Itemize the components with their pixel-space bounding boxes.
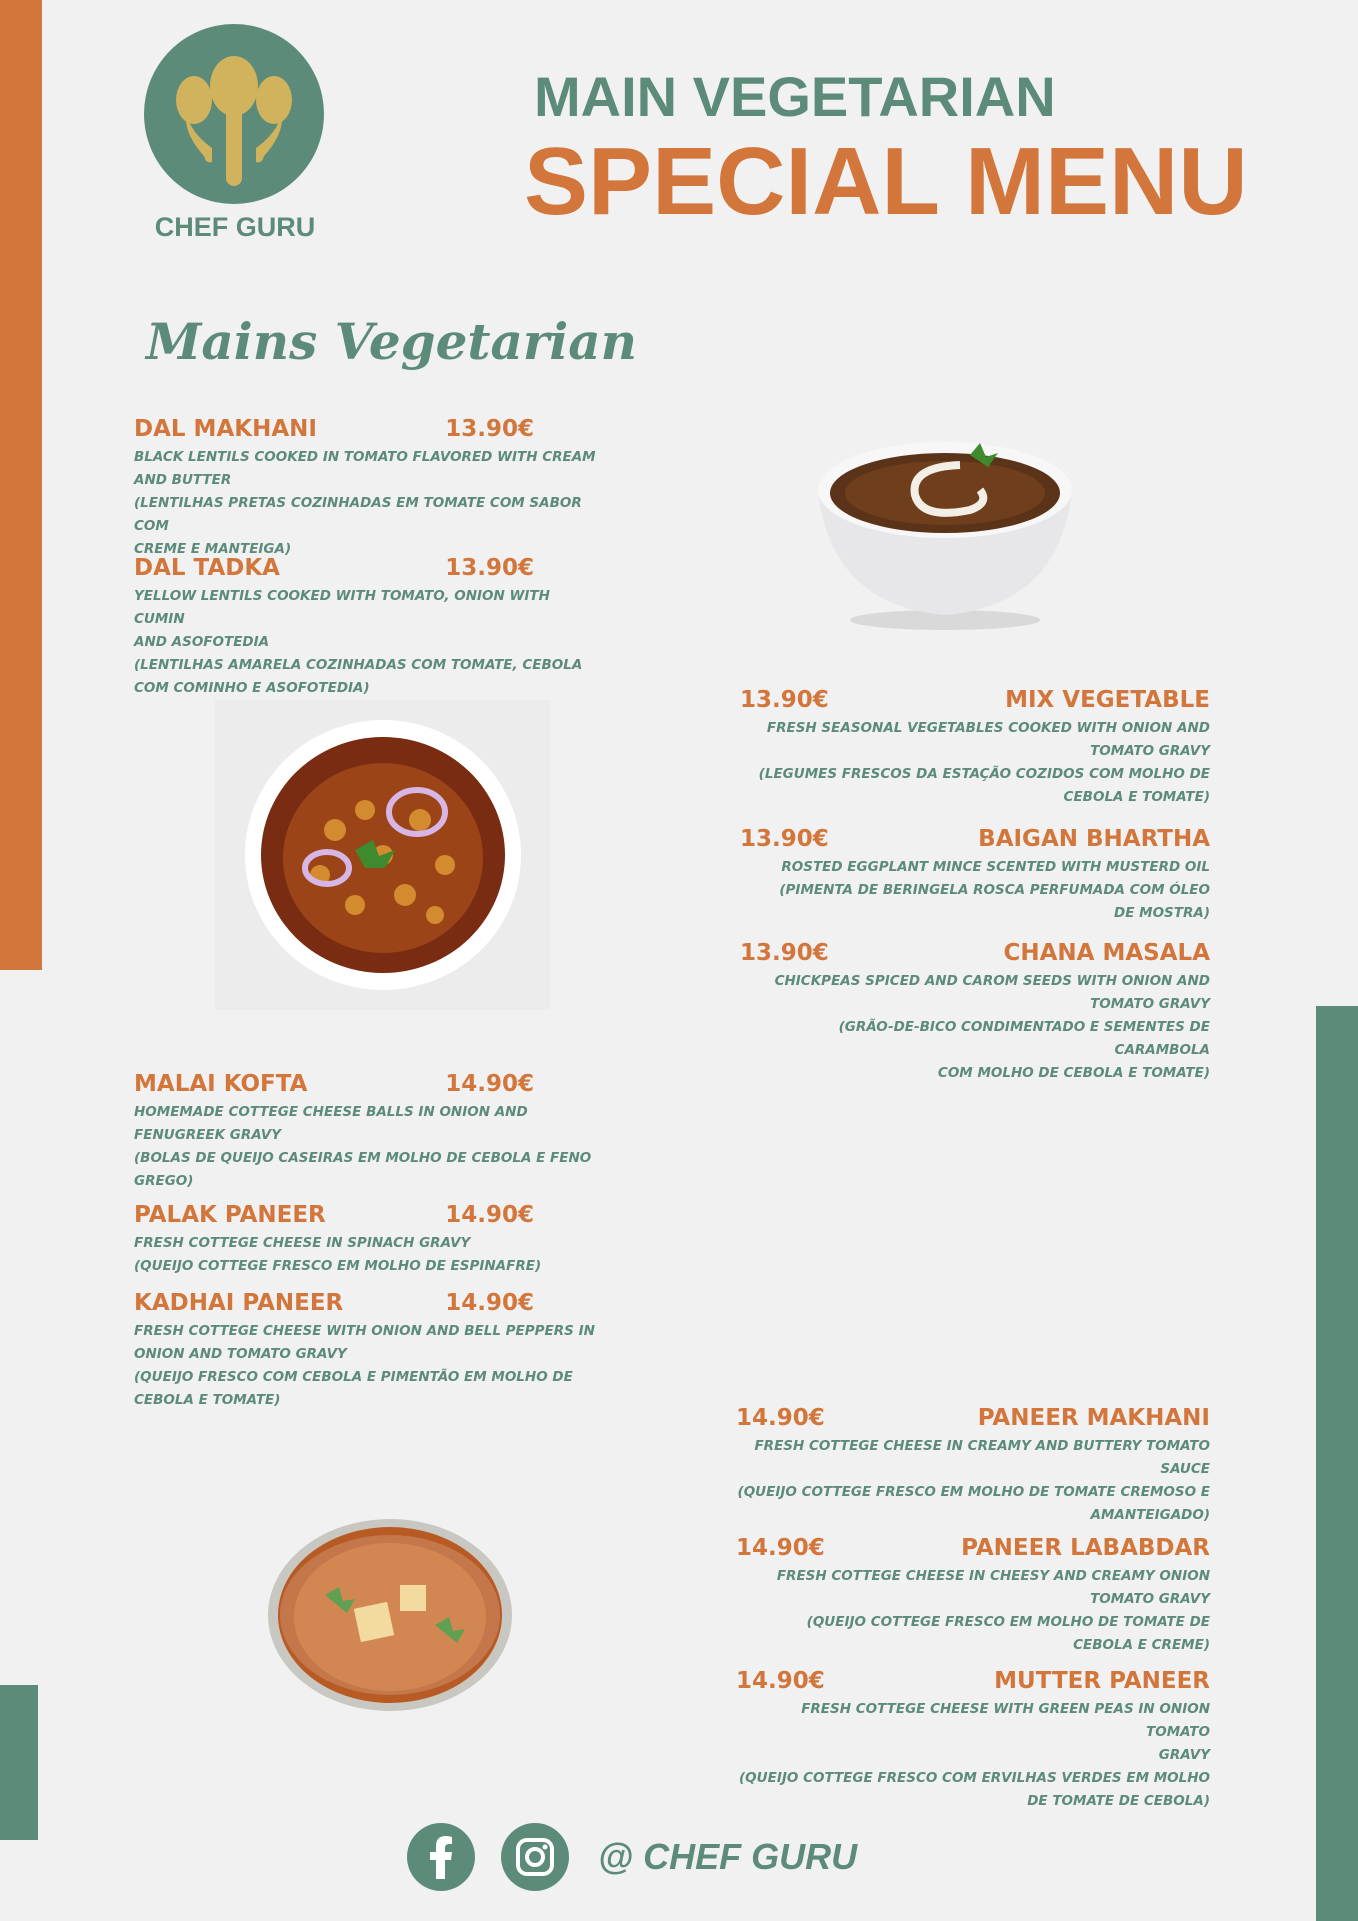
- item-price: 14.90€: [736, 1668, 825, 1694]
- item-price: 14.90€: [736, 1535, 825, 1561]
- menu-item-dal-tadka: [134, 555, 604, 700]
- menu-item-palak-paneer: [134, 1202, 604, 1278]
- item-name: MUTTER PANEER: [994, 1668, 1210, 1694]
- right-green-bar: [1316, 1006, 1358, 1921]
- dal-makhani-bowl-image: [810, 405, 1080, 635]
- item-description: FRESH COTTEGE CHEESE IN CHEESY AND CREAMY ONION TOMATO GRAVY (QUEIJO COTTEGE FRESCO EM MOLHO DE TOMATE DE CEBOLA E CREME): [776, 1568, 1210, 1653]
- instagram-icon[interactable]: [501, 1823, 569, 1891]
- item-description: HOMEMADE COTTEGE CHEESE BALLS IN ONION AND FENUGREEK GRAVY (BOLAS DE QUEIJO CASEIRAS EM MOLHO DE CEBOLA E FENO GREGO): [134, 1104, 592, 1189]
- item-name: DAL MAKHANI: [134, 416, 317, 442]
- item-name: MALAI KOFTA: [134, 1071, 308, 1097]
- social-handle[interactable]: @ CHEF GURU: [598, 1836, 858, 1877]
- spoon-logo-icon: [144, 24, 324, 204]
- item-name: PANEER LABABDAR: [961, 1535, 1210, 1561]
- item-description: BLACK LENTILS COOKED IN TOMATO FLAVORED WITH CREAM AND BUTTER (LENTILHAS PRETAS COZINHADAS EM TOMATE COM SABOR COM CREME E MANTEIGA): [134, 449, 596, 557]
- menu-item-paneer-lababdar: [736, 1535, 1210, 1657]
- logo: [144, 24, 324, 204]
- menu-item-dal-makhani: [134, 416, 604, 561]
- item-price: 14.90€: [445, 1071, 534, 1097]
- section-title: Mains Vegetarian: [146, 312, 638, 371]
- item-price: 13.90€: [740, 687, 829, 713]
- item-price: 14.90€: [445, 1290, 534, 1316]
- item-description: CHICKPEAS SPICED AND CAROM SEEDS WITH ONION AND TOMATO GRAVY (GRÃO-DE-BICO CONDIMENTADO E SEMENTES DE CARAMBOLA COM MOLHO DE CEBOLA E TOMATE): [774, 973, 1210, 1081]
- item-description: ROSTED EGGPLANT MINCE SCENTED WITH MUSTERD OIL (PIMENTA DE BERINGELA ROSCA PERFUMADA COM ÓLEO DE MOSTRA): [779, 859, 1210, 921]
- item-description: FRESH COTTEGE CHEESE WITH ONION AND BELL PEPPERS IN ONION AND TOMATO GRAVY (QUEIJO FRESCO COM CEBOLA E PIMENTÃO EM MOLHO DE CEBOLA E TOMATE): [134, 1323, 595, 1408]
- item-description: FRESH SEASONAL VEGETABLES COOKED WITH ONION AND TOMATO GRAVY (LEGUMES FRESCOS DA ESTAÇÃO COZIDOS COM MOLHO DE CEBOLA E TOMATE): [758, 720, 1210, 805]
- brand-name: CHEF GURU: [154, 212, 316, 242]
- item-description: YELLOW LENTILS COOKED WITH TOMATO, ONION WITH CUMIN AND ASOFOTEDIA (LENTILHAS AMARELA COZINHADAS COM TOMATE, CEBOLA COM COMINHO E ASOFOTEDIA): [134, 588, 583, 696]
- facebook-icon[interactable]: [407, 1823, 475, 1891]
- menu-item-mutter-paneer: [736, 1668, 1210, 1813]
- kadhai-paneer-bowl-image: [265, 1515, 515, 1715]
- item-description: FRESH COTTEGE CHEESE IN CREAMY AND BUTTERY TOMATO SAUCE (QUEIJO COTTEGE FRESCO EM MOLHO DE TOMATE CREMOSO E AMANTEIGADO): [737, 1438, 1210, 1523]
- item-price: 14.90€: [736, 1405, 825, 1431]
- item-price: 13.90€: [445, 416, 534, 442]
- item-description: FRESH COTTEGE CHEESE IN SPINACH GRAVY (QUEIJO COTTEGE FRESCO EM MOLHO DE ESPINAFRE): [134, 1235, 542, 1274]
- header-line2: SPECIAL MENU: [524, 128, 1248, 235]
- item-name: PALAK PANEER: [134, 1202, 326, 1228]
- menu-item-malai-kofta: [134, 1071, 604, 1193]
- menu-item-chana-masala: [740, 940, 1210, 1085]
- item-name: DAL TADKA: [134, 555, 280, 581]
- header-line1: MAIN VEGETARIAN: [534, 65, 1056, 128]
- item-name: CHANA MASALA: [1003, 940, 1210, 966]
- menu-item-baigan-bhartha: [740, 826, 1210, 925]
- menu-item-paneer-makhani: [736, 1405, 1210, 1527]
- item-price: 13.90€: [740, 826, 829, 852]
- item-name: BAIGAN BHARTHA: [978, 826, 1210, 852]
- item-price: 14.90€: [445, 1202, 534, 1228]
- item-price: 13.90€: [445, 555, 534, 581]
- item-price: 13.90€: [740, 940, 829, 966]
- menu-item-mix-vegetable: [740, 687, 1210, 809]
- chana-masala-plate-image: [215, 700, 550, 1010]
- item-description: FRESH COTTEGE CHEESE WITH GREEN PEAS IN ONION TOMATO GRAVY (QUEIJO COTTEGE FRESCO COM ERVILHAS VERDES EM MOLHO DE TOMATE DE CEBOLA): [739, 1701, 1210, 1809]
- item-name: PANEER MAKHANI: [977, 1405, 1210, 1431]
- item-name: MIX VEGETABLE: [1005, 687, 1210, 713]
- left-green-bar: [0, 1685, 38, 1840]
- left-orange-bar: [0, 0, 42, 970]
- menu-item-kadhai-paneer: [134, 1290, 604, 1412]
- item-name: KADHAI PANEER: [134, 1290, 344, 1316]
